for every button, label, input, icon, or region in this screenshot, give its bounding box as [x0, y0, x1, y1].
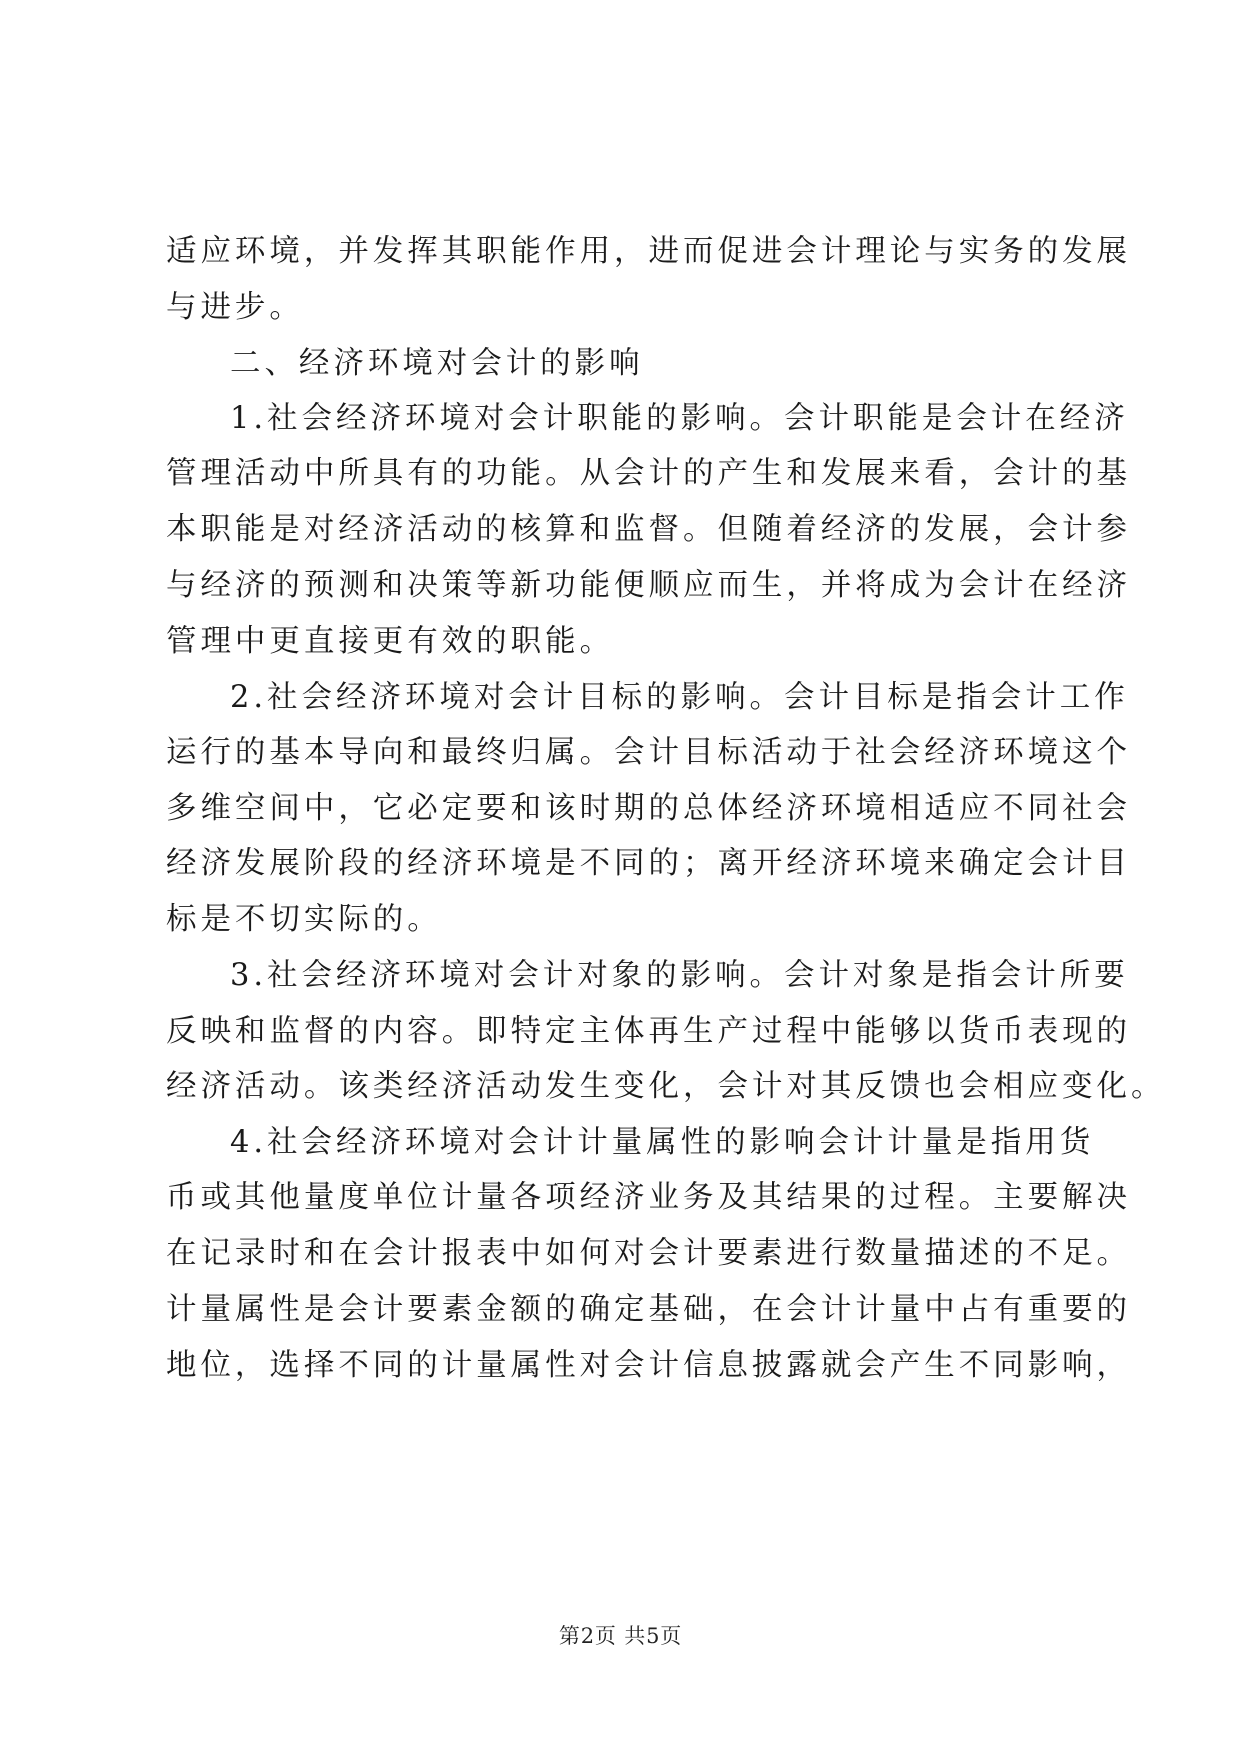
text-line: 反映和监督的内容。即特定主体再生产过程中能够以货币表现的 [166, 1014, 1132, 1049]
text-line: 管理活动中所具有的功能。从会计的产生和发展来看，会计的基 [166, 456, 1132, 491]
text-line: 与经济的预测和决策等新功能便顺应而生，并将成为会计在经济 [166, 568, 1132, 603]
page-number-footer: 第2页 共5页 [558, 1624, 683, 1648]
text-line: 经济活动。该类经济活动发生变化，会计对其反馈也会相应变化。 [166, 1069, 1166, 1104]
text-line: 标是不切实际的。 [166, 902, 442, 937]
text-line: 与进步。 [166, 290, 304, 325]
text-line: 在记录时和在会计报表中如何对会计要素进行数量描述的不足。 [166, 1236, 1132, 1271]
text-line: 多维空间中，它必定要和该时期的总体经济环境相适应不同社会 [166, 791, 1132, 826]
text-line: 管理中更直接更有效的职能。 [166, 624, 615, 659]
text-line: 适应环境，并发挥其职能作用，进而促进会计理论与实务的发展 [166, 234, 1132, 269]
text-line: 地位，选择不同的计量属性对会计信息披露就会产生不同影响， [166, 1348, 1132, 1383]
text-line: 1.社会经济环境对会计职能的影响。会计职能是会计在经济 [230, 401, 1129, 436]
text-line: 本职能是对经济活动的核算和监督。但随着经济的发展，会计参 [166, 512, 1132, 547]
text-line: 计量属性是会计要素金额的确定基础，在会计计量中占有重要的 [166, 1292, 1132, 1327]
text-line: 运行的基本导向和最终归属。会计目标活动于社会经济环境这个 [166, 735, 1132, 770]
text-line: 3.社会经济环境对会计对象的影响。会计对象是指会计所要 [230, 958, 1129, 993]
text-line: 币或其他量度单位计量各项经济业务及其结果的过程。主要解决 [166, 1180, 1132, 1215]
text-line: 2.社会经济环境对会计目标的影响。会计目标是指会计工作 [230, 680, 1129, 715]
text-line: 4.社会经济环境对会计计量属性的影响会计计量是指用货 [230, 1125, 1095, 1160]
section-heading: 二、经济环境对会计的影响 [230, 346, 644, 381]
text-line: 经济发展阶段的经济环境是不同的；离开经济环境来确定会计目 [166, 846, 1132, 881]
